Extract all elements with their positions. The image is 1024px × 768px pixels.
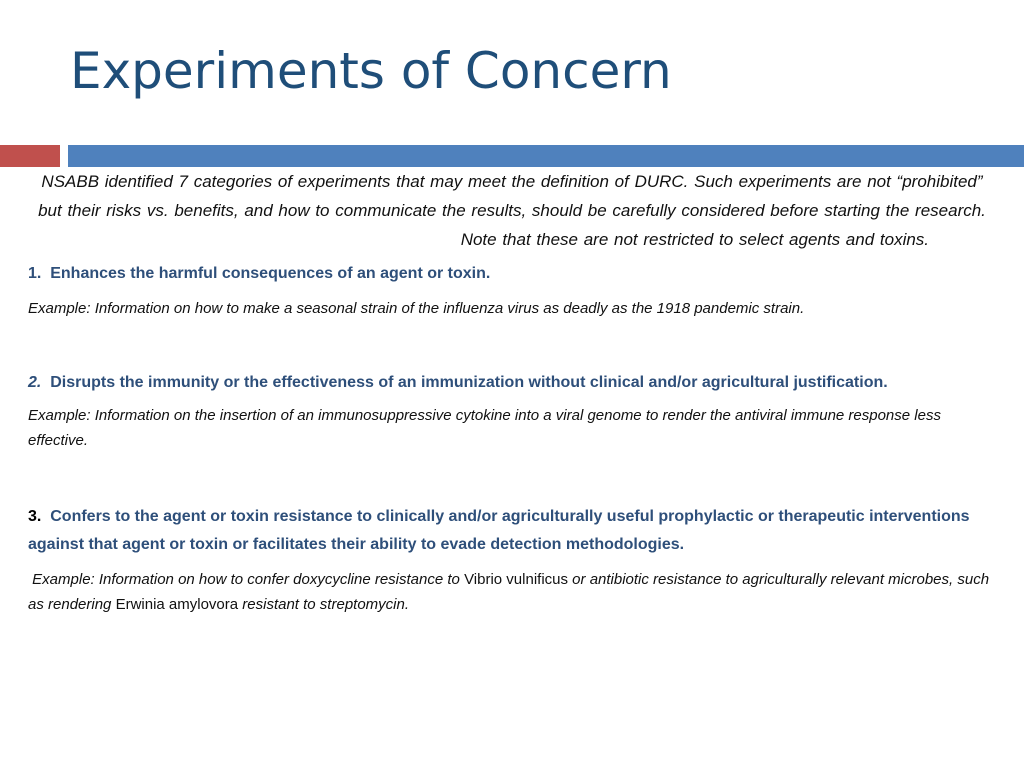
intro-text: NSABB identified 7 categories of experiments that may meet the definition of DURC. Such experiments are not “prohibited” but their risks vs. benefits, and how to communicate the results, should be carefully considered before starting the research. — [38, 172, 986, 220]
category-2-number: 2. — [28, 374, 42, 391]
category-3-number: 3. — [28, 508, 42, 525]
organism-vibrio: Vibrio vulnificus — [464, 571, 569, 588]
category-3-title: Confers to the agent or toxin resistance to clinically and/or agriculturally useful prophylactic or therapeutic interventions against that agent or toxin or facilitates their ability to evade detection methodologies. — [28, 508, 970, 553]
category-3-example — [28, 567, 996, 617]
category-1-title: Enhances the harmful consequences of an agent or toxin. — [50, 265, 491, 282]
category-1-example: Example: Information on how to make a seasonal strain of the influenza virus as deadly as the 1918 pandemic strain. — [28, 300, 805, 317]
slide-title: Experiments of Concern — [70, 42, 672, 100]
category-1-number: 1. — [28, 265, 42, 282]
title-accent-bar-red — [0, 145, 60, 167]
category-2-title: Disrupts the immunity or the effectiveness of an immunization without clinical and/or agricultural justification. — [50, 374, 888, 391]
slide-body — [28, 167, 996, 617]
category-3-heading — [28, 503, 996, 559]
title-accent-bar-blue — [68, 145, 1024, 167]
category-2-heading — [28, 369, 996, 397]
category-2-example: Example: Information on the insertion of an immunosuppressive cytokine into a viral genome to render the antiviral immune response less effective. — [28, 407, 941, 449]
category-3-example-text-c: resistant to streptomycin. — [238, 596, 410, 613]
category-3-example-text-b: or antibiotic resistance to agriculturally relevant microbes, such as rendering — [28, 571, 990, 613]
intro-note: Note that these are not restricted to select agents and toxins. — [460, 230, 930, 249]
organism-erwinia: Erwinia amylovora — [115, 596, 239, 613]
intro-paragraph — [28, 167, 996, 254]
category-3-example-text-a: Example: Information on how to confer doxycycline resistance to — [32, 571, 465, 588]
category-1-heading — [28, 260, 996, 288]
